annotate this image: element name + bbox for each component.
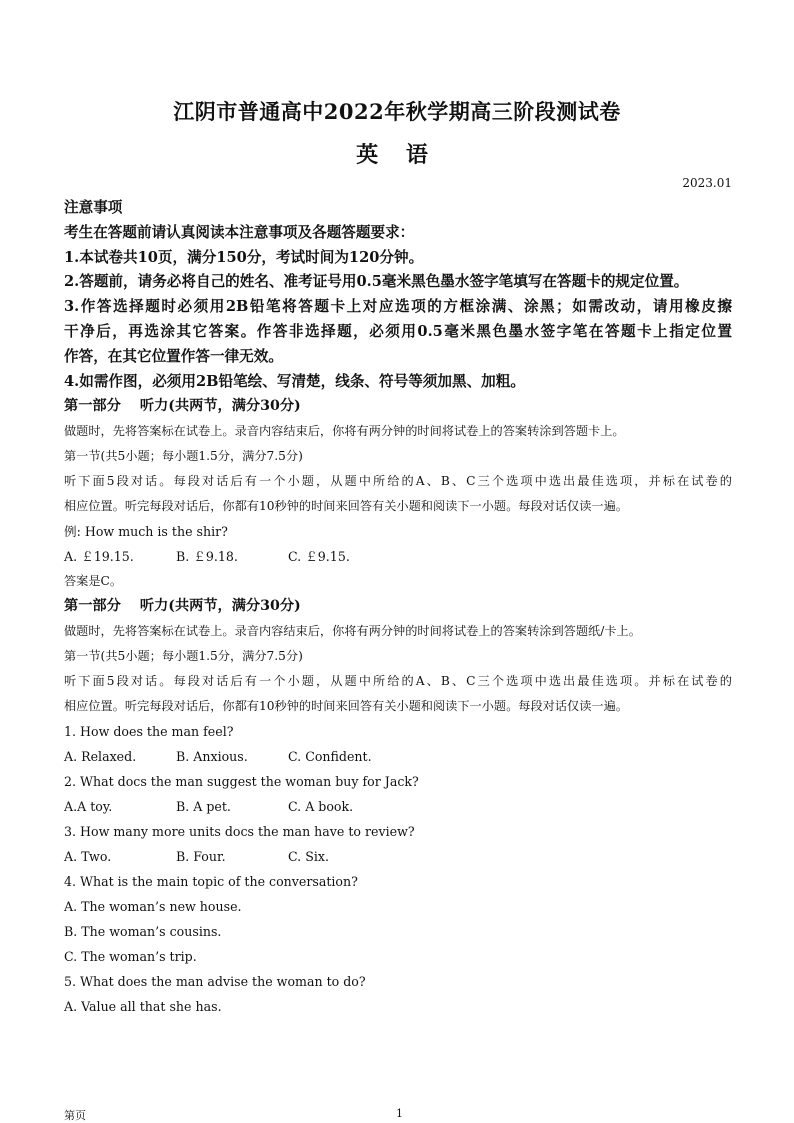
- section-instructions: 听下面5段对话。每段对话后有一个小题，从题中所给的A、B、C三个选项中选出最佳选项，并标在试卷的: [64, 474, 732, 489]
- question: 3. How many more units docs the man have to review?: [64, 823, 415, 839]
- option-c: C. The woman’s trip.: [64, 948, 197, 964]
- part-intro: 做题时，先将答案标在试卷上。录音内容结束后，你将有两分钟的时间将试卷上的答案转涂到答题卡上。: [64, 424, 625, 439]
- notice-line: 3.作答选择题时必须用2B铅笔将答题卡上对应选项的方框涂满、涂黑；如需改动，请用橡皮擦: [64, 298, 732, 316]
- option-b: B. Anxious.: [176, 748, 248, 764]
- option-c: C. A book.: [288, 798, 354, 814]
- question-options: [64, 844, 732, 869]
- question: 2. What docs the man suggest the woman buy for Jack?: [64, 773, 419, 789]
- option-a: A. Two.: [64, 848, 112, 864]
- option-b: B. The woman’s cousins.: [64, 923, 222, 939]
- option-a: A. The woman’s new house.: [64, 898, 242, 914]
- exam-body: [64, 196, 732, 1019]
- part-intro: 做题时，先将答案标在试卷上。录音内容结束后，你将有两分钟的时间将试卷上的答案转涂到答题纸/卡上。: [64, 623, 641, 638]
- notice-line: 2.答题前，请务必将自己的姓名、准考证号用0.5毫米黑色墨水签字笔填写在答题卡的规定位置。: [64, 273, 689, 291]
- option-c: C. Six.: [288, 848, 329, 864]
- notice-line: 4.如需作图，必须用2B铅笔绘、写清楚，线条、符号等须加黑、加粗。: [64, 372, 525, 390]
- option-a: A. Relaxed.: [64, 748, 137, 764]
- exam-date: 2023.01: [682, 176, 732, 190]
- option-a: A. Value all that she has.: [64, 998, 222, 1014]
- notice-line: 干净后，再选涂其它答案。作答非选择题，必须用0.5毫米黑色墨水签字笔在答题卡上指定位置: [64, 322, 732, 340]
- footer-label: 第页: [64, 1109, 86, 1122]
- option-c: C. Confident.: [288, 748, 372, 764]
- part-heading: 第一部分 听力(共两节，满分30分): [64, 398, 301, 415]
- option-c: C. ￡9.15.: [288, 549, 350, 565]
- exam-title: 江阴市普通高中2022年秋学期高三阶段测试卷: [173, 99, 621, 124]
- example-answer: 答案是C。: [64, 574, 123, 589]
- question-options: [64, 794, 732, 819]
- option-b: B. Four.: [176, 848, 226, 864]
- notice-line: 1.本试卷共10页，满分150分，考试时间为120分钟。: [64, 248, 424, 266]
- part-heading: 第一部分 听力(共两节，满分30分): [64, 598, 301, 615]
- option-a: A.A toy.: [64, 798, 113, 814]
- section-instructions: 相应位置。听完每段对话后，你都有10秒钟的时间来回答有关小题和阅读下一小题。每段对话仅读一遍。: [64, 698, 628, 713]
- section-instructions: 相应位置。听完每段对话后，你都有10秒钟的时间来回答有关小题和阅读下一小题。每段对话仅读一遍。: [64, 499, 628, 514]
- example-question: 例: How much is the shir?: [64, 524, 228, 540]
- section-heading: 第一节(共5小题；每小题1.5分，满分7.5分): [64, 648, 303, 663]
- section-heading: 第一节(共5小题；每小题1.5分，满分7.5分): [64, 449, 303, 464]
- section-instructions: 听下面5段对话。每段对话后有一个小题，从题中所给的A、B、C三个选项中选出最佳选项。并标在试卷的: [64, 673, 732, 688]
- option-b: B. ￡9.18.: [176, 549, 238, 565]
- question: 1. How does the man feel?: [64, 723, 234, 739]
- example-options: [64, 544, 732, 569]
- option-b: B. A pet.: [176, 798, 231, 814]
- question: 4. What is the main topic of the conversation?: [64, 873, 358, 889]
- question-options: [64, 744, 732, 769]
- notice-heading: 注意事项: [64, 199, 123, 216]
- notice-line: 考生在答题前请认真阅读本注意事项及各题答题要求：: [64, 223, 415, 241]
- notice-line: 作答，在其它位置作答一律无效。: [64, 347, 283, 365]
- option-a: A. ￡19.15.: [64, 549, 134, 565]
- question: 5. What does the man advise the woman to do?: [64, 973, 366, 989]
- page-number: 1: [396, 1107, 403, 1120]
- subject-title: 英 语: [356, 142, 438, 168]
